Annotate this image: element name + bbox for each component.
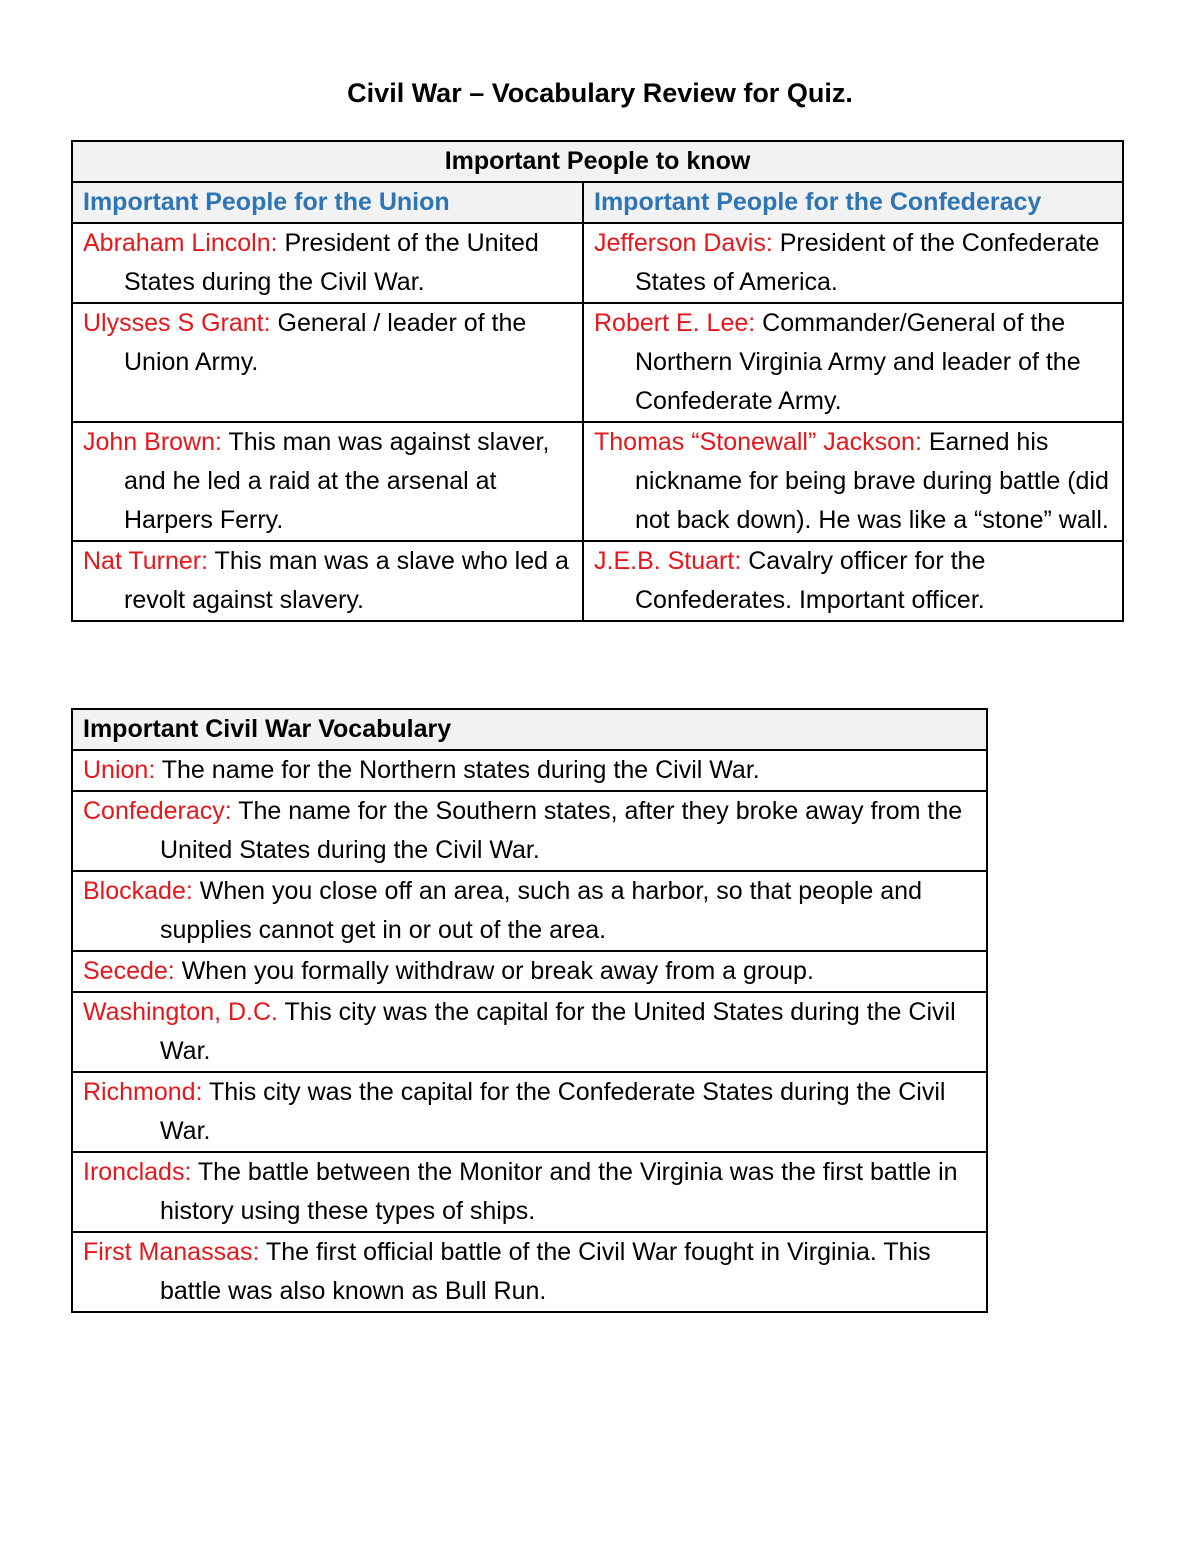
confederate-person-cell [583,541,1123,621]
vocab-cell [72,871,987,951]
vocab-table-title: Important Civil War Vocabulary [72,709,987,750]
person-description: This man was a slave who led a revolt against slavery. [124,547,569,614]
confederate-person-cell [583,223,1123,303]
vocab-cell [72,951,987,992]
person-description: Cavalry officer for the Confederates. Important officer. [635,547,986,614]
vocab-definition: The battle between the Monitor and the Virginia was the first battle in history using these types of ships. [160,1158,958,1225]
person-name: Robert E. Lee: [594,309,756,337]
vocab-cell [72,1232,987,1312]
people-table-header-row [72,182,1123,223]
vocab-term: Blockade: [83,877,193,905]
union-person-cell [72,422,583,541]
vocab-term: Richmond: [83,1078,203,1106]
important-people-table [71,140,1124,622]
vocab-definition: The name for the Northern states during the Civil War. [155,756,760,784]
page-title: Civil War – Vocabulary Review for Quiz. [347,78,853,108]
vocab-definition: The name for the Southern states, after they broke away from the United States during the Civil War. [160,797,963,864]
vocab-row [72,1072,987,1152]
person-name: Jefferson Davis: [594,229,773,257]
vocab-cell [72,1152,987,1232]
confederacy-column-header: Important People for the Confederacy [583,182,1123,223]
vocab-table-title-row [72,709,987,750]
vocab-row [72,992,987,1072]
union-person-cell [72,541,583,621]
confederate-person-cell [583,422,1123,541]
vocab-row [72,951,987,992]
vocab-term: Confederacy: [83,797,232,825]
person-description: President of the United States during the Civil War. [124,229,539,296]
vocab-definition: When you formally withdraw or break away from a group. [174,957,814,985]
person-description: Earned his nickname for being brave during battle (did not back down). He was like a “stone” wall. [635,428,1109,534]
vocab-row [72,871,987,951]
civil-war-vocabulary-table [71,708,988,1313]
vocab-row [72,791,987,871]
vocab-definition: This city was the capital for the United States during the Civil War. [160,998,956,1065]
vocab-row [72,1232,987,1312]
vocab-cell [72,1072,987,1152]
person-description: This man was against slaver, and he led a raid at the arsenal at Harpers Ferry. [124,428,550,534]
vocab-term: Union: [83,756,156,784]
union-column-header: Important People for the Union [72,182,583,223]
people-table-title: Important People to know [72,141,1123,182]
vocab-term: Secede: [83,957,175,985]
person-name: Abraham Lincoln: [83,229,278,257]
person-name: Thomas “Stonewall” Jackson: [594,428,922,456]
confederate-person-cell [583,303,1123,422]
union-person-cell [72,223,583,303]
vocab-row [72,1152,987,1232]
vocab-row [72,750,987,791]
vocab-cell [72,791,987,871]
vocab-definition: The first official battle of the Civil War fought in Virginia. This battle was also known as Bull Run. [160,1238,931,1305]
people-table-title-row [72,141,1123,182]
people-row [72,541,1123,621]
vocab-definition: When you close off an area, such as a harbor, so that people and supplies cannot get in or out of the area. [160,877,922,944]
people-row [72,422,1123,541]
vocab-definition: This city was the capital for the Confederate States during the Civil War. [160,1078,946,1145]
person-description: President of the Confederate States of America. [635,229,1100,296]
people-row [72,223,1123,303]
people-row [72,303,1123,422]
person-name: J.E.B. Stuart: [594,547,742,575]
vocab-term: Washington, D.C. [83,998,278,1026]
person-name: Nat Turner: [83,547,209,575]
person-description: Commander/General of the Northern Virginia Army and leader of the Confederate Army. [635,309,1081,415]
person-name: Ulysses S Grant: [83,309,271,337]
vocab-term: Ironclads: [83,1158,192,1186]
vocab-cell [72,750,987,791]
vocab-cell [72,992,987,1072]
person-description: General / leader of the Union Army. [124,309,527,376]
vocab-term: First Manassas: [83,1238,260,1266]
person-name: John Brown: [83,428,222,456]
union-person-cell [72,303,583,422]
